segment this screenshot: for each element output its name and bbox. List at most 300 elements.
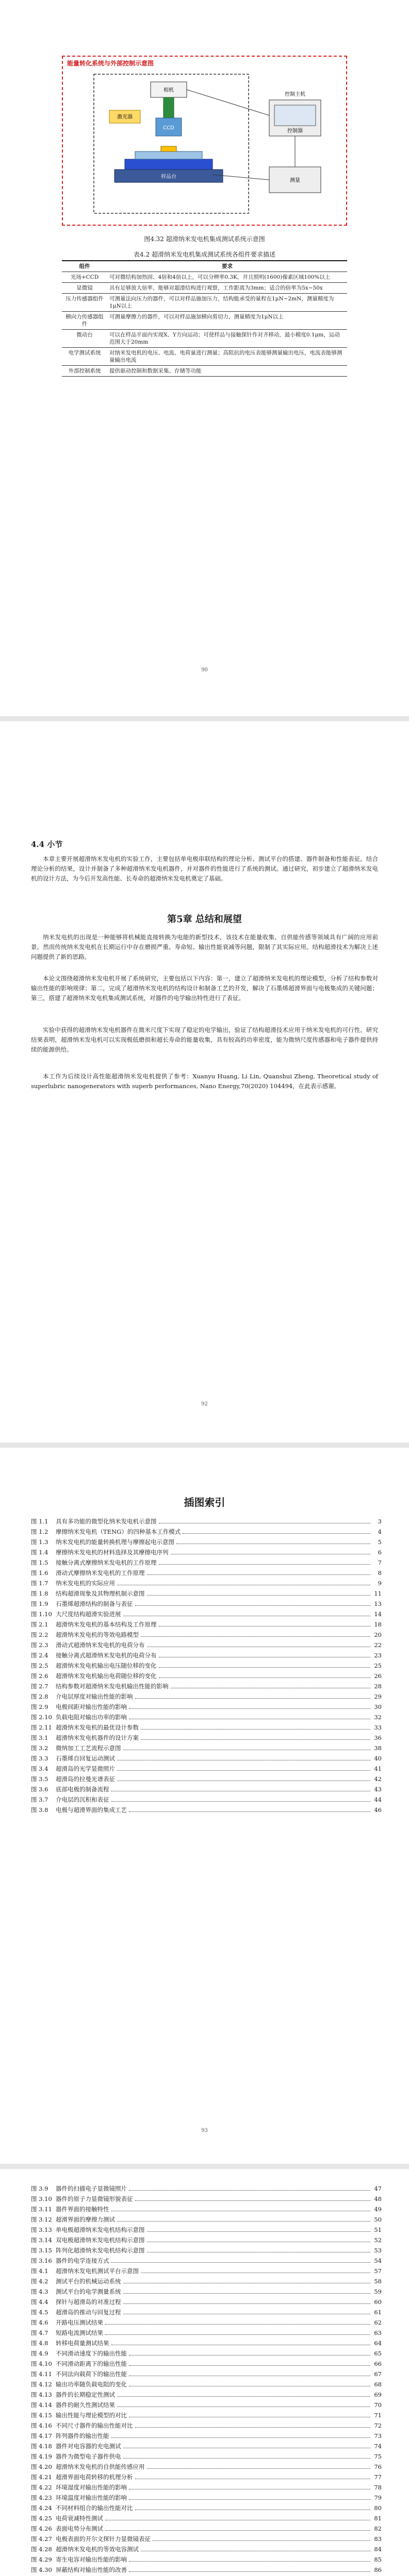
toc-figure-title: 短路电流测试结果 [56,2329,103,2336]
toc-leader-dots [105,2334,370,2335]
toc-page-number: 68 [374,2381,382,2388]
toc-item[interactable] [31,2494,382,2504]
toc-page-number: 29 [374,1693,382,1700]
toc-item[interactable] [31,2339,382,2349]
toc-item[interactable] [31,1795,382,1806]
toc-figure-number: 图 4.29 [31,2556,52,2563]
toc-figure-title: 输出功率随负载电阻的变化 [56,2381,127,2388]
toc-item[interactable] [31,2184,382,2195]
toc-figure-title: 微纳加工工艺流程示意图 [56,1744,121,1752]
table-header-row [62,261,347,272]
toc-item[interactable] [31,2391,382,2401]
toc-figure-number: 图 4.11 [31,2370,52,2378]
toc-page-number: 11 [374,1590,382,1597]
toc-figure-title: 超滑岛的光学显微照片 [56,1765,115,1772]
toc-item[interactable] [31,2226,382,2236]
toc-figure-title: 电极间距对输出性能的影响 [56,1703,127,1710]
toc-page-number: 54 [374,2257,382,2264]
toc-item[interactable] [31,2205,382,2215]
toc-leader-dots [123,2293,371,2294]
toc-page-number: 64 [374,2340,382,2347]
toc-page-number: 84 [374,2546,382,2553]
toc-item[interactable] [31,1641,382,1651]
toc-figure-number: 图 4.17 [31,2432,52,2439]
toc-item[interactable] [31,1765,382,1775]
document-page-3 [0,1448,409,2164]
toc-figure-title: 电极与超滑界面的集成工艺 [56,1806,127,1814]
toc-figure-title: 测试平台的电学测量系统 [56,2288,121,2295]
stage-label: 样品台 [161,174,176,180]
toc-leader-dots [153,2540,370,2541]
toc-item[interactable] [31,2432,382,2442]
toc-item[interactable] [31,2483,382,2494]
table-cell: 具有足够放大倍率，能够对超滑结构进行观察，工作距离为3mm；适合的倍率为5x~50x [107,283,347,294]
toc-figure-title: 结构超滑现象及其物理机制示意图 [56,1590,145,1597]
toc-item[interactable] [31,2504,382,2514]
meter-label: 测量 [290,178,300,183]
toc-figure-number: 图 4.27 [31,2535,52,2543]
toc-page-number: 5 [378,1538,382,1546]
toc-item[interactable] [31,1548,382,1558]
system-diagram-svg [63,69,346,224]
toc-item[interactable] [31,1631,382,1641]
page-separator [0,2164,409,2169]
toc-figure-number: 图 4.16 [31,2422,52,2429]
toc-item[interactable] [31,1775,382,1785]
toc-page-number: 80 [374,2504,382,2512]
toc-page-number: 78 [374,2484,382,2491]
toc-figure-title: 寄生电容对输出性能的影响 [56,2556,127,2563]
toc-item[interactable] [31,2535,382,2545]
toc-page-number: 60 [374,2298,382,2306]
table-header: 要求 [107,261,347,272]
toc-item[interactable] [31,2566,382,2576]
toc-figure-title: 单电极超滑纳米发电机结构示意图 [56,2226,145,2233]
toc-page-number: 9 [378,1580,382,1587]
toc-figure-title: 介电层的沉积和表征 [56,1796,109,1803]
toc-figure-number: 图 4.12 [31,2381,52,2388]
toc-page-number: 77 [374,2473,382,2481]
table-cell: 显微镜 [62,283,107,294]
toc-page-number: 8 [378,1569,382,1577]
toc-figure-title: 不同尺寸器件的输出性能对比 [56,2422,133,2429]
toc-figure-number: 图 4.13 [31,2391,52,2398]
toc-figure-title: 转移电荷量测试结果 [56,2340,109,2347]
toc-figure-number: 图 4.15 [31,2412,52,2419]
toc-figure-title: 环境温度对输出性能的影响 [56,2494,127,2501]
table-caption: 表4.2 超滑纳米发电机集成测试系统各组件要求描述 [134,251,275,258]
toc-leader-dots [117,2396,370,2397]
toc-item[interactable] [31,1651,382,1662]
toc-figure-title: 超滑纳米发电机的等效电容测试 [56,2546,139,2553]
toc-figure-number: 图 4.24 [31,2504,52,2512]
spec-table [62,260,347,377]
toc-page-number: 25 [374,1662,382,1669]
toc-figure-number: 图 4.8 [31,2340,48,2347]
toc-figure-number: 图 3.11 [31,2206,52,2213]
toc-figure-number: 图 4.28 [31,2546,52,2553]
table-row [62,312,347,330]
toc-leader-dots [123,2458,371,2459]
toc-page-number: 4 [378,1528,382,1535]
toc-item[interactable] [31,2524,382,2535]
toc-item[interactable] [31,1692,382,1703]
toc-item[interactable] [31,1682,382,1692]
toc-figure-title: 介电层厚度对输出性能的影响 [56,1693,133,1700]
toc-figure-title: 器件的长期稳定性测试 [56,2391,115,2398]
toc-page-number: 3 [378,1518,382,1525]
table-cell: 光场+CCD [62,272,107,283]
toc-figure-number: 图 3.6 [31,1786,48,1793]
toc-figure-number: 图 3.2 [31,1744,48,1752]
toc-page-number: 42 [374,1775,382,1783]
toc-figure-number: 图 4.7 [31,2329,48,2336]
toc-figure-number: 图 4.10 [31,2360,52,2367]
toc-item[interactable] [31,1600,382,1610]
toc-figure-title: 表面电势分布测试 [56,2525,103,2532]
toc-item[interactable] [31,2411,382,2421]
toc-leader-dots [129,1708,370,1709]
toc-item[interactable] [31,1723,382,1734]
toc-item[interactable] [31,2246,382,2257]
toc-item[interactable] [31,2277,382,2287]
toc-item[interactable] [31,1620,382,1631]
toc-leader-dots [111,2437,371,2438]
toc-leader-dots [159,1667,371,1668]
toc-page-number: 86 [374,2566,382,2573]
toc-item[interactable] [31,1538,382,1548]
toc-item[interactable] [31,1703,382,1713]
toc-figure-number: 图 1.6 [31,1569,48,1577]
toc-figure-number: 图 3.1 [31,1734,48,1741]
toc-leader-dots [129,2365,370,2366]
toc-leader-dots [159,1677,371,1678]
chapter-paragraph: 实验中获得的超滑纳米发电机器件在微米尺度下实现了稳定的电学输出，验证了结构超滑技术应用于纳米发电机的可行性。研究结果表明，超滑纳米发电机可以实现极低磨损和超长寿命的能量收集，具有较高的功率密度，能为微纳尺度传感器和电子器件提供持续的能源供给。 [31,1026,378,1053]
page-number: 93 [201,2128,208,2133]
toc-figure-number: 图 2.9 [31,1703,48,1710]
toc-figure-number: 图 2.1 [31,1621,48,1628]
table-cell: 电学测试系统 [62,348,107,366]
section-paragraph: 本章主要开展超滑纳米发电机的实验工作，主要包括单电极串联结构的理论分析、测试平台的搭建、器件制备和性能表征。结合理论分析的结果，设计并制备了多种超滑纳米发电机器件，并对器件的性能进行了系统的测试。通过研究，初步建立了超滑纳米发电机的设计方法，为今后开发高性能、长寿命的超滑纳米发电机奠定了基础。 [31,855,378,882]
toc-page-number: 22 [374,1641,382,1649]
toc-item[interactable] [31,2267,382,2277]
toc-figure-title: 超滑岛的推动与回复过程 [56,2309,121,2316]
toc-item[interactable] [31,1785,382,1795]
toc-item[interactable] [31,1754,382,1765]
toc-item[interactable] [31,2555,382,2566]
toc-figure-title: 纳米发电机的能量转换机理与摩擦起电示意图 [56,1538,174,1546]
toc-figure-title: 大尺度结构超滑实验进展 [56,1611,121,1618]
toc-page-number: 75 [374,2453,382,2460]
toc-figure-title: 屏蔽结构对输出性能的改善 [56,2566,127,2573]
toc-page-number: 57 [374,2267,382,2275]
toc-item[interactable] [31,1528,382,1538]
toc-figure-number: 图 1.8 [31,1590,48,1597]
toc-page-number: 69 [374,2391,382,2398]
document-page-2 [0,721,409,1443]
toc-page-number: 51 [374,2226,382,2233]
chapter-title: 第5章 总结和展望 [167,914,242,925]
host-label: 控制主机 [285,92,305,97]
toc-leader-dots [117,1770,370,1771]
toc-item[interactable] [31,2236,382,2246]
toc-leader-dots [111,2262,371,2263]
toc-figure-title: 器件的电学连接方式 [56,2257,109,2264]
toc-item[interactable] [31,1806,382,1816]
toc-figure-title: 具有多功能的微型化纳米发电机示意图 [56,1518,157,1525]
toc-item[interactable] [31,2257,382,2267]
toc-page-number: 65 [374,2350,382,2357]
toc-figure-number: 图 4.9 [31,2350,48,2357]
toc-item[interactable] [31,2360,382,2370]
toc-figure-title: 不同滑动速度下的输出性能 [56,2350,127,2357]
toc-item[interactable] [31,2452,382,2463]
toc-figure-title: 接触分离式摩擦纳米发电机的工作原理 [56,1559,157,1566]
toc-figure-number: 图 4.14 [31,2401,52,2409]
chapter-paragraph: 本工作为后续设计高性能超滑纳米发电机提供了参考：Xuanyu Huang, Li Lin, Quanshui Zheng, Theoretical study of superlubric nanogenerators with superb performances, Nano Energy,70(2020) 104494，在此表示感谢。 [31,1073,378,1090]
table-cell: 可测量法向压力的器件，可以对样品施加压力，结构能承受的量程在1μN~2mN，测量精度为1μN以上 [107,294,347,312]
toc-item[interactable] [31,1734,382,1744]
toc-figure-title: 阵列化超滑纳米发电机结构示意图 [56,2247,145,2254]
toc-item[interactable] [31,2349,382,2360]
toc-item[interactable] [31,2318,382,2329]
toc-item[interactable] [31,2298,382,2308]
toc-figure-title: 超滑纳米发电机的最优设计参数 [56,1724,139,1731]
toc-figure-title: 超滑纳米发电机的基本结构及工作原理 [56,1621,157,1628]
toc-page-number: 74 [374,2443,382,2450]
toc-figure-title: 负载电阻对输出功率的影响 [56,1714,127,1721]
toc-figure-title: 双电极超滑纳米发电机结构示意图 [56,2236,145,2244]
toc-page-number: 32 [374,1714,382,1721]
page-number: 90 [201,667,208,673]
toc-leader-dots [117,2221,370,2222]
toc-leader-dots [129,2571,370,2572]
toc-leader-dots [147,1574,371,1575]
toc-leader-dots [135,2427,371,2428]
toc-page-number: 14 [374,1611,382,1618]
toc-figure-number: 图 2.5 [31,1662,48,1669]
toc-item[interactable] [31,2442,382,2452]
toc-leader-dots [141,1636,370,1637]
toc-figure-title: 阵列器件的输出性能 [56,2432,109,2439]
toc-figure-number: 图 1.7 [31,1580,48,1587]
toc-figure-number: 图 2.2 [31,1631,48,1638]
toc-figure-number: 图 1.3 [31,1538,48,1546]
toc-item[interactable] [31,1713,382,1723]
toc-figure-number: 图 4.6 [31,2319,48,2326]
toc-figure-title: 不同滑动距离下的输出性能 [56,2360,127,2367]
toc-figure-number: 图 2.4 [31,1652,48,1659]
toc-item[interactable] [31,2421,382,2432]
toc-item[interactable] [31,1579,382,1589]
toc-figure-number: 图 3.12 [31,2216,52,2223]
toc-figure-number: 图 4.20 [31,2463,52,2470]
toc-leader-dots [117,2406,370,2407]
toc-leader-dots [147,2231,371,2232]
toc-figure-title: 器件的耐久性测试结果 [56,2401,115,2409]
toc-figure-title: 器件的扫描电子显微镜照片 [56,2185,127,2192]
toc-page-number: 41 [374,1765,382,1772]
toc-figure-title: 摩擦纳米发电机（TENG）的四种基本工作模式 [56,1528,181,1535]
toc-item[interactable] [31,1517,382,1528]
toc-page-number: 43 [374,1786,382,1793]
toc-leader-dots [147,1595,371,1596]
table-header: 组件 [62,261,107,272]
toc-page-number: 81 [374,2515,382,2522]
table-cell: 可测量摩擦力的器件，可以对样品施加横向剪切力，测量精度为1μN以上 [107,312,347,330]
toc-figure-title: 电荷衰减特性测试 [56,2515,103,2522]
toc-page-number: 30 [374,1703,382,1710]
document-page-1 [0,0,409,716]
toc-figure-number: 图 4.25 [31,2515,52,2522]
toc-figure-number: 图 2.3 [31,1641,48,1649]
toc-item[interactable] [31,1744,382,1754]
toc-item[interactable] [31,2401,382,2411]
toc-page-number: 38 [374,1744,382,1752]
table-cell: 外部控制系统 [62,366,107,377]
toc-leader-dots [129,2561,370,2562]
toc-figure-title: 摩擦纳米发电机的材料选择及其摩擦电序列 [56,1549,169,1556]
toc-item[interactable] [31,2370,382,2380]
toc-page-number: 76 [374,2463,382,2470]
toc-figure-title: 接触分离式超滑纳米发电机的电荷分布 [56,1652,157,1659]
toc-page-number: 18 [374,1621,382,1628]
toc-figure-number: 图 2.8 [31,1693,48,1700]
toc-item[interactable] [31,2463,382,2473]
laser-label: 激光器 [117,114,133,120]
toc-figure-number: 图 3.14 [31,2236,52,2244]
toc-page-number: 53 [374,2247,382,2254]
toc-figure-number: 图 2.7 [31,1683,48,1690]
table-cell: 对纳米发电机的电压、电流、电荷量进行测量；高阻抗的电压表能够测量输出电压，电流表能够测量输出电流 [107,348,347,366]
toc-figure-title: 超滑界面的摩擦力测试 [56,2216,115,2223]
toc-item[interactable] [31,2545,382,2555]
toc-page-number: 52 [374,2236,382,2244]
toc-figure-title: 超滑纳米发电机器件的设计方案 [56,1734,139,1741]
toc-page-number: 70 [374,2401,382,2409]
toc-figure-number: 图 1.9 [31,1600,48,1607]
table-row [62,348,347,366]
toc-item[interactable] [31,1610,382,1620]
page-number: 92 [201,1401,208,1407]
page-separator [0,1443,409,1448]
toc-leader-dots [141,1729,370,1730]
toc-page-number: 83 [374,2535,382,2543]
toc-figure-title: 超滑纳米发电机的等效电路模型 [56,1631,139,1638]
toc-item[interactable] [31,1672,382,1682]
toc-page-number: 63 [374,2329,382,2336]
table-cell: 微动台 [62,330,107,348]
toc-figure-title: 超滑纳米发电机输出电荷随位移的变化 [56,1672,157,1680]
toc-item[interactable] [31,2514,382,2524]
toc-leader-dots [147,2468,371,2469]
toc-leader-dots [111,1801,371,1802]
toc-leader-dots [105,2324,370,2325]
toc-page-number: 23 [374,1652,382,1659]
toc-figure-number: 图 2.10 [31,1714,52,1721]
toc-item[interactable] [31,2287,382,2298]
table-row [62,330,347,348]
toc-figure-title: 器件对电容器的充电测试 [56,2443,121,2450]
toc-figure-number: 图 3.4 [31,1765,48,1772]
table-cell: 提供驱动控制和数据采集、存储等功能 [107,366,347,377]
toc-page-number: 50 [374,2216,382,2223]
toc-item[interactable] [31,1569,382,1579]
toc-figure-number: 图 4.2 [31,2278,48,2285]
table-cell: 压力传感器组件 [62,294,107,312]
table-row [62,366,347,377]
toc-item[interactable] [31,1589,382,1600]
document-page-4 [0,2169,409,2576]
toc-page-number: 59 [374,2288,382,2295]
toc-page-number: 46 [374,1806,382,1814]
toc-figure-title: 超滑纳米发电机的自供能传感应用 [56,2463,145,2470]
toc-figure-number: 图 3.10 [31,2195,52,2202]
toc-figure-title: 纳米发电机的实际应用 [56,1580,115,1587]
toc-page-number: 58 [374,2278,382,2285]
toc-page-number: 85 [374,2556,382,2563]
toc-page-number: 28 [374,1683,382,1690]
toc-leader-dots [135,1698,371,1699]
toc-page-number: 26 [374,1672,382,1680]
toc-figure-title: 石墨烯超滑结构的制备与表征 [56,1600,133,1607]
toc-figure-number: 图 3.16 [31,2257,52,2264]
toc-page-number: 82 [374,2525,382,2532]
toc-figure-title: 电极表面的开尔文探针力显微镜表征 [56,2535,151,2543]
toc-page-number: 72 [374,2422,382,2429]
table-row [62,272,347,283]
toc-page-number: 40 [374,1755,382,1762]
toc-figure-title: 底部电极的制备流程 [56,1786,109,1793]
toc-page-number: 20 [374,1631,382,1638]
toc-figure-number: 图 1.4 [31,1549,48,1556]
toc-item[interactable] [31,2329,382,2339]
toc-item[interactable] [31,2473,382,2483]
toc-figure-title: 超滑界面电荷转移的机理分析 [56,2473,133,2481]
toc-page-number: 49 [374,2206,382,2213]
toc-figure-number: 图 4.4 [31,2298,48,2306]
toc-item[interactable] [31,1558,382,1569]
toc-page-number: 48 [374,2195,382,2202]
toc-leader-dots [105,2530,370,2531]
toc-item[interactable] [31,2380,382,2391]
toc-figure-title: 结构参数对超滑纳米发电机输出性能的影响 [56,1683,169,1690]
toc-leader-dots [123,2303,371,2304]
toc-figure-number: 图 2.6 [31,1672,48,1680]
toc-leader-dots [129,1811,370,1812]
toc-item[interactable] [31,2215,382,2226]
toc-figure-number: 图 3.9 [31,2185,48,2192]
toc-item[interactable] [31,2308,382,2318]
toc-list [31,1517,382,1816]
toc-figure-title: 不同材料组合的输出性能对比 [56,2504,133,2512]
table-cell: 可以在样品平面内实现X、Y方向运动；可使样品与接触探针作对齐移动，最小精度0.1μm，运动范围大于20mm [107,330,347,348]
page-separator [0,716,409,721]
toc-page-number: 33 [374,1724,382,1731]
ccd-label: CCD [163,125,174,131]
toc-page-number: 36 [374,1734,382,1741]
section-heading: 4.4 小节 [31,840,63,849]
toc-figure-title: 滑动式超滑纳米发电机的电荷分布 [56,1641,145,1649]
toc-figure-title: 滑动式摩擦纳米发电机的工作原理 [56,1569,145,1577]
camera-label: 相机 [163,88,174,93]
toc-figure-number: 图 3.15 [31,2247,52,2254]
toc-item[interactable] [31,1662,382,1672]
toc-page-number: 62 [374,2319,382,2326]
toc-figure-number: 图 4.18 [31,2443,52,2450]
toc-figure-title: 超滑岛的拉曼光谱表征 [56,1775,115,1783]
toc-item[interactable] [31,2195,382,2205]
